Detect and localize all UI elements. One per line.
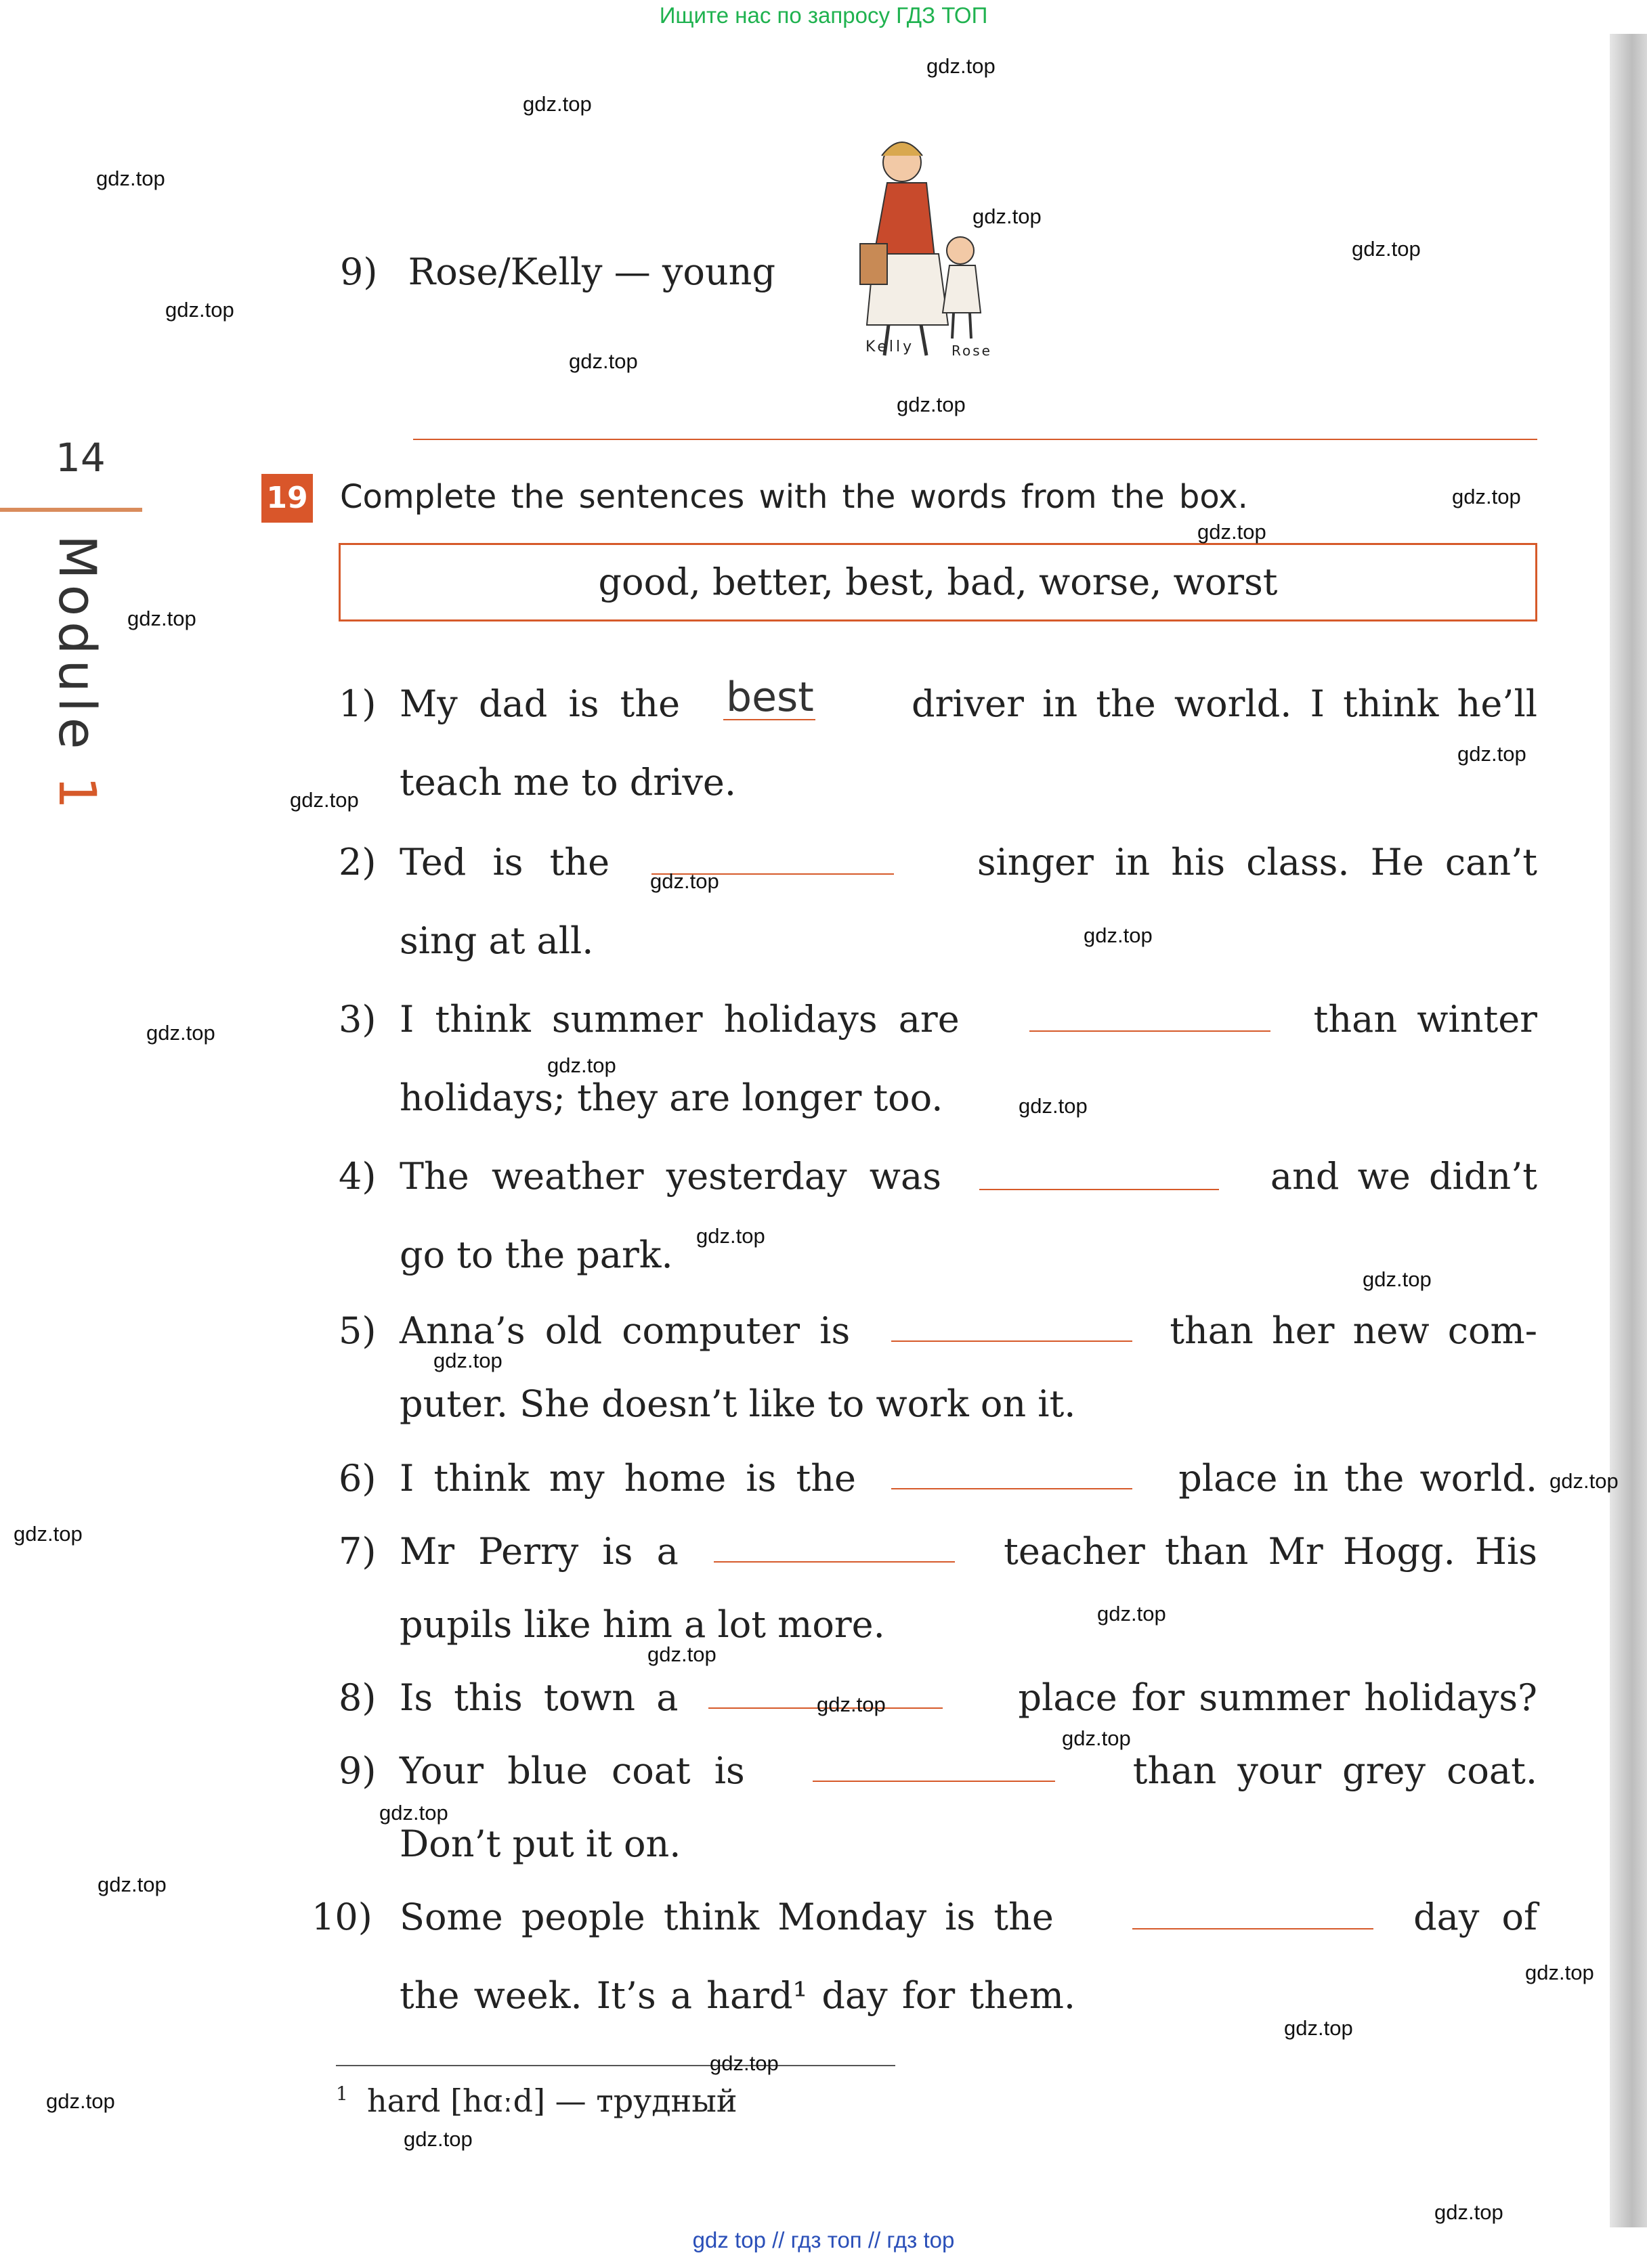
item-10-text-b: day of	[1413, 1896, 1537, 1938]
item-9-blank	[813, 1781, 1055, 1782]
watermark: gdz.top	[1457, 742, 1526, 766]
margin-rule	[0, 508, 142, 512]
item-1-text-c: teach me to drive.	[400, 761, 737, 804]
item-7-text-b: teacher than Mr Hogg. His	[1004, 1530, 1537, 1573]
watermark: gdz.top	[817, 1693, 886, 1716]
item-1-text-b: driver in the world. I think he’ll	[912, 682, 1537, 725]
item-4-text-a: The weather yesterday was	[400, 1155, 941, 1198]
item-3-number: 3)	[339, 998, 377, 1041]
item-3-text-b: than winter	[1313, 998, 1537, 1041]
module-label: Module	[47, 535, 108, 755]
module-tab	[47, 535, 108, 814]
item-2-text-c: sing at all.	[400, 919, 594, 962]
woman-and-girl-drawing	[840, 135, 1002, 366]
kelly-label: Kelly	[865, 339, 915, 355]
top-banner: Ищите нас по запросу ГДЗ ТОП	[659, 3, 988, 28]
illustration-mother-daughter	[840, 135, 1002, 366]
watermark: gdz.top	[1525, 1961, 1594, 1984]
item-5-blank	[891, 1340, 1132, 1342]
exercise-number-badge: 19	[261, 474, 313, 523]
item-10-blank	[1132, 1928, 1373, 1929]
item-1-blank	[723, 719, 815, 720]
watermark: gdz.top	[379, 1801, 448, 1825]
watermark: gdz.top	[404, 2127, 473, 2151]
item-2-text-a: Ted is the	[400, 841, 610, 884]
item-8-number: 8)	[339, 1676, 377, 1719]
item-3-text-a: I think summer holidays are	[400, 998, 960, 1041]
watermark: gdz.top	[1549, 1469, 1619, 1493]
watermark: gdz.top	[146, 1021, 215, 1045]
item-1-answer: best	[726, 674, 814, 721]
item-10-number: 10)	[312, 1896, 372, 1938]
item-6-blank	[891, 1488, 1132, 1489]
watermark: gdz.top	[647, 1642, 716, 1666]
footnote-text: hard [hɑːd] — трудный	[367, 2082, 737, 2119]
item-1-number: 1)	[339, 682, 377, 725]
item-6-number: 6)	[339, 1457, 377, 1500]
item-8-text-b: place for summer holidays?	[1018, 1676, 1537, 1719]
watermark: gdz.top	[1062, 1726, 1131, 1750]
watermark: gdz.top	[523, 92, 592, 116]
item-9-text-a: Your blue coat is	[400, 1749, 745, 1792]
item-10-text-c: the week. It’s a hard¹ day for them.	[400, 1974, 1076, 2017]
item-4-number: 4)	[339, 1155, 377, 1198]
item-7-blank	[714, 1561, 955, 1563]
item-2-text-b: singer in his class. He can’t	[977, 841, 1537, 884]
item-9-text-b: than your grey coat.	[1132, 1749, 1537, 1792]
item-10-text-a: Some people think Monday is the	[400, 1896, 1054, 1938]
watermark: gdz.top	[46, 2089, 115, 2113]
item-5-text-b: than her new com-	[1170, 1309, 1537, 1352]
watermark: gdz.top	[14, 1522, 83, 1546]
watermark: gdz.top	[98, 1873, 167, 1896]
item-4-text-b: and we didn’t	[1270, 1155, 1537, 1198]
item-5-text-c: puter. She doesn’t like to work on it.	[400, 1382, 1076, 1425]
prev-item-number: 9)	[340, 250, 378, 293]
item-6-text-a: I think my home is the	[400, 1457, 856, 1500]
item-6-text-b: place in the world.	[1178, 1457, 1537, 1500]
item-8-text-a: Is this town a	[400, 1676, 679, 1719]
watermark: gdz.top	[96, 167, 165, 190]
item-7-text-a: Mr Perry is a	[400, 1530, 679, 1573]
watermark: gdz.top	[1084, 923, 1153, 947]
module-number: 1	[47, 776, 108, 814]
watermark: gdz.top	[710, 2051, 779, 2075]
item-5-text-a: Anna’s old computer is	[400, 1309, 851, 1352]
watermark: gdz.top	[696, 1224, 765, 1248]
watermark: gdz.top	[1452, 485, 1521, 508]
watermark: gdz.top	[1197, 520, 1266, 544]
watermark: gdz.top	[1363, 1267, 1432, 1291]
page-number: 14	[56, 435, 106, 481]
watermark: gdz.top	[290, 788, 359, 812]
item-9-text-c: Don’t put it on.	[400, 1823, 681, 1865]
watermark: gdz.top	[1019, 1094, 1088, 1118]
item-1-text-a: My dad is the	[400, 682, 681, 725]
watermark: gdz.top	[1352, 237, 1421, 261]
watermark: gdz.top	[127, 607, 196, 630]
footnote-marker: 1	[336, 2082, 348, 2105]
prev-item-text: Rose/Kelly — young	[408, 250, 776, 293]
watermark: gdz.top	[650, 869, 719, 893]
watermark: gdz.top	[1434, 2200, 1503, 2224]
rose-label: Rose	[951, 343, 992, 359]
item-7-text-c: pupils like him a lot more.	[400, 1603, 885, 1646]
watermark: gdz.top	[926, 54, 996, 78]
watermark: gdz.top	[1284, 2016, 1353, 2040]
word-box: good, better, best, bad, worse, worst	[339, 543, 1537, 621]
watermark: gdz.top	[433, 1349, 502, 1372]
watermark: gdz.top	[165, 298, 234, 322]
watermark: gdz.top	[1097, 1602, 1166, 1626]
item-3-blank	[1029, 1030, 1270, 1032]
item-2-number: 2)	[339, 841, 377, 884]
item-4-blank	[979, 1189, 1219, 1190]
bottom-banner: gdz top // гдз топ // гдз top	[692, 2227, 955, 2252]
item-3-text-c: holidays; they are longer too.	[400, 1076, 943, 1119]
prev-item-9	[340, 252, 775, 292]
watermark: gdz.top	[972, 204, 1042, 228]
footnote-rule	[336, 2065, 895, 2066]
watermark: gdz.top	[569, 349, 638, 373]
prev-answer-line	[413, 439, 1537, 440]
item-7-number: 7)	[339, 1530, 377, 1573]
exercise-instruction: Complete the sentences with the words from the box.	[340, 478, 1248, 516]
item-5-number: 5)	[339, 1309, 377, 1352]
watermark: gdz.top	[897, 393, 966, 416]
item-9-number: 9)	[339, 1749, 377, 1792]
page-edge-shadow	[1610, 34, 1647, 2227]
watermark: gdz.top	[547, 1053, 616, 1077]
item-4-text-c: go to the park.	[400, 1234, 673, 1276]
